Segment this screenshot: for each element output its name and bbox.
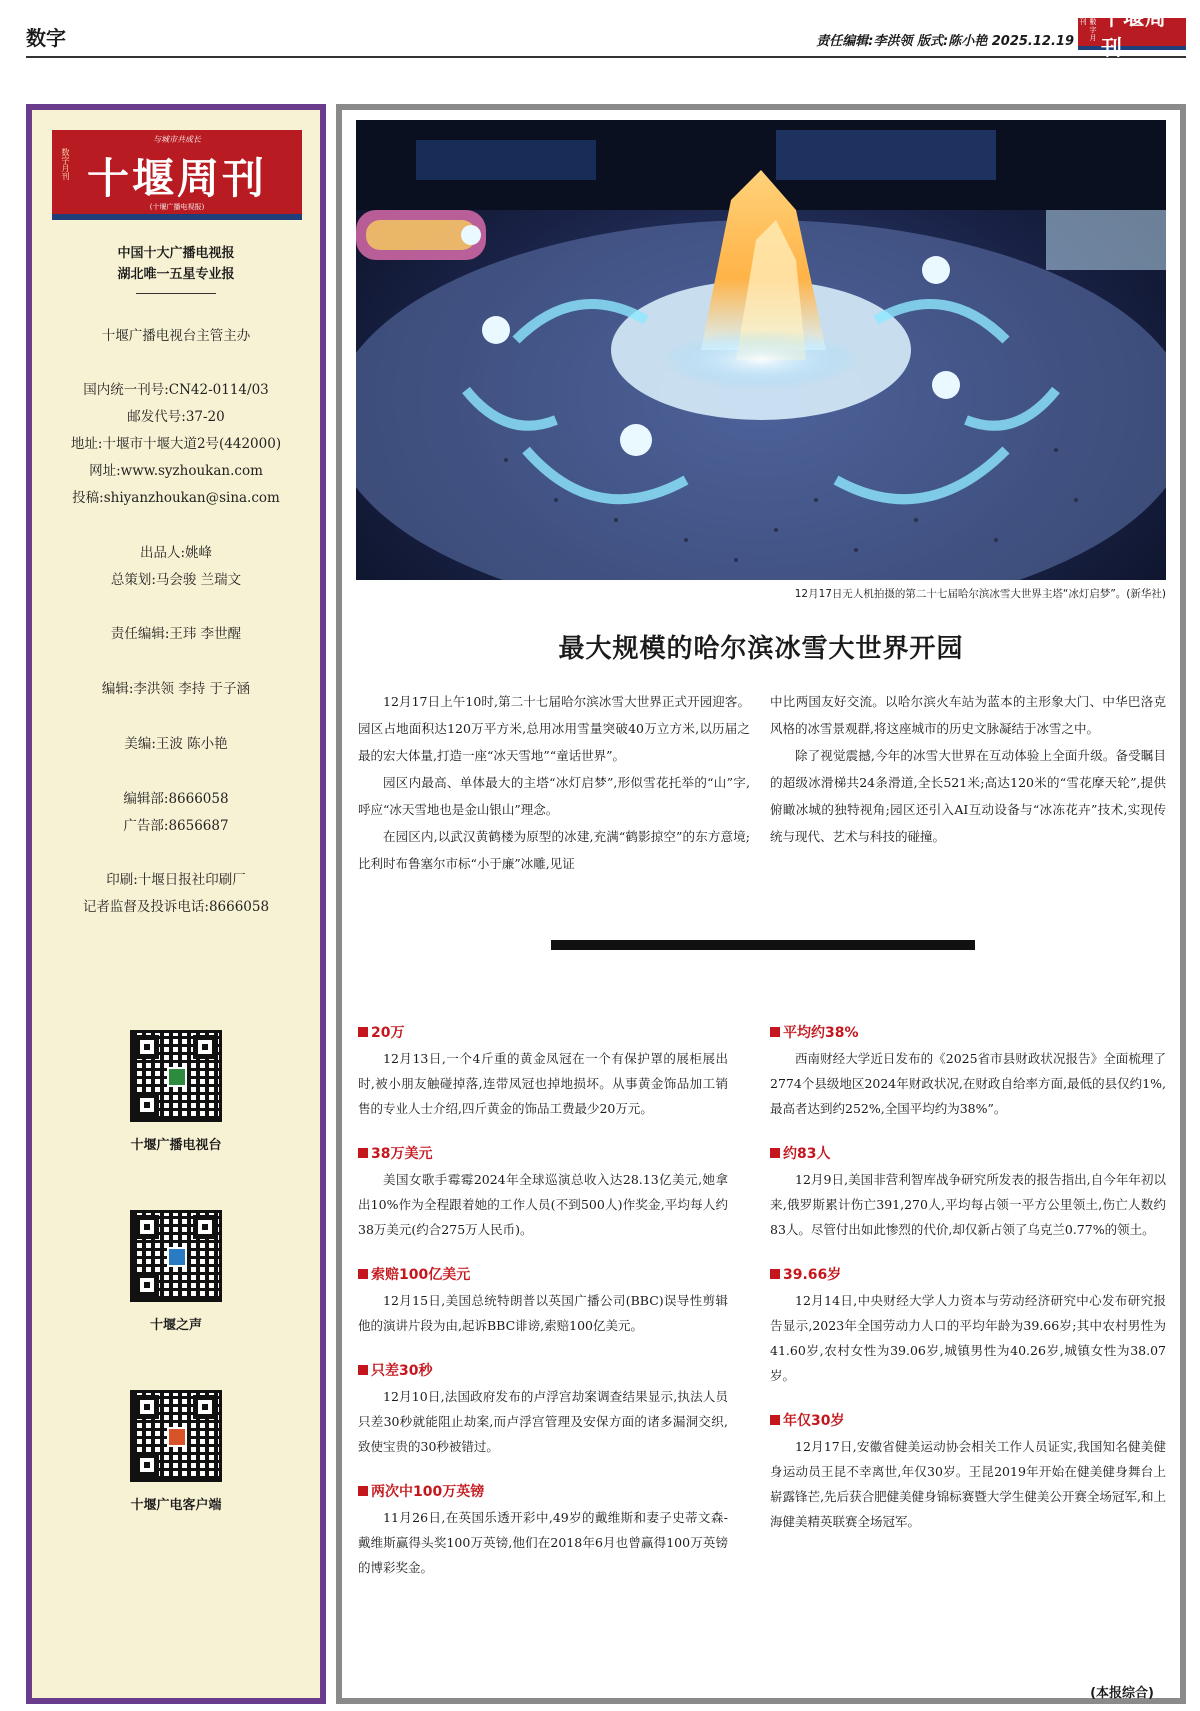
page-header <box>26 5 1186 60</box>
masthead-slogan: 与城市共成长 <box>153 135 201 144</box>
brief-head: 20万 <box>371 1025 405 1041</box>
section-divider <box>551 940 975 950</box>
brief-head: 索赔100亿美元 <box>371 1267 471 1283</box>
rank-line-1: 中国十大广播电视报 <box>117 246 235 261</box>
sponsor: 十堰广播电视台主管主办 <box>101 328 251 344</box>
photo-caption: 12月17日无人机拍摄的第二十七届哈尔滨冰雪大世界主塔“冰灯启梦”。(新华社) <box>794 588 1166 600</box>
art-editors: 美编:王波 陈小艳 <box>124 736 228 752</box>
chief-planner: 总策划:马会骏 兰瑞文 <box>110 572 242 588</box>
header-logo <box>1078 5 1186 60</box>
brief-body: 12月13日,一个4斤重的黄金凤冠在一个有保护罩的展柜展出时,被小朋友触碰掉落,连带凤冠也掉地损坏。从事黄金饰品加工销售的专业人士介绍,四斤黄金的饰品工费最少20万元。 <box>358 1051 728 1116</box>
brief-item <box>358 1481 728 1580</box>
masthead-subtitle: (十堰广播电视报) <box>149 203 205 211</box>
main-content <box>336 104 1186 1704</box>
brief-item <box>770 1022 1166 1121</box>
brief-item <box>770 1410 1166 1534</box>
qr-block-tv <box>32 1030 320 1153</box>
chief-editors: 责任编辑:王玮 李世醒 <box>110 626 242 642</box>
brief-body: 11月26日,在英国乐透开彩中,49岁的戴维斯和妻子史蒂文森-戴维斯赢得头奖100万英镑,他们在2018年6月也曾赢得100万英镑的博彩奖金。 <box>358 1510 728 1575</box>
printer: 印刷:十堰日报社印刷厂 <box>106 872 246 888</box>
ice-world-photo <box>356 120 1166 580</box>
briefs-column-right <box>770 1022 1166 1556</box>
article-column-right <box>770 688 1166 850</box>
headline: 最大规模的哈尔滨冰雪大世界开园 <box>558 634 964 664</box>
editor-info: 责任编辑:李洪领 版式:陈小艳 2025.12.19 <box>816 34 1074 49</box>
qr-code-icon[interactable] <box>130 1210 222 1302</box>
qr-block-app <box>32 1390 320 1513</box>
red-square-icon <box>358 1486 368 1496</box>
briefs-column-left <box>358 1022 728 1602</box>
red-square-icon <box>358 1148 368 1158</box>
masthead <box>52 130 302 220</box>
brief-item <box>358 1022 728 1121</box>
brief-head: 平均约38% <box>783 1025 859 1041</box>
editorial-phone: 编辑部:8666058 <box>123 791 229 807</box>
red-square-icon <box>770 1027 780 1037</box>
red-square-icon <box>770 1148 780 1158</box>
editors: 编辑:李洪领 李持 于子涵 <box>101 681 251 697</box>
red-square-icon <box>770 1269 780 1279</box>
publisher: 出品人:姚峰 <box>139 545 213 561</box>
brief-head: 39.66岁 <box>783 1267 842 1283</box>
cn-number: 国内统一刊号:CN42-0114/03 <box>83 382 269 398</box>
red-square-icon <box>358 1365 368 1375</box>
complaint-phone: 记者监督及投诉电话:8666058 <box>82 899 270 915</box>
brief-head: 约83人 <box>783 1146 831 1162</box>
brief-head: 38万美元 <box>371 1146 433 1162</box>
brief-item <box>358 1264 728 1338</box>
brief-body: 西南财经大学近日发布的《2025省市县财政状况报告》全面梳理了2774个县级地区2024年财政状况,在财政自给率方面,最低的县仅约1%,最高者达到约252%,全国平均约为38%”。 <box>770 1051 1166 1116</box>
rank-underline <box>136 293 216 294</box>
brief-item <box>770 1143 1166 1242</box>
qr-label: 十堰广电客户端 <box>130 1498 222 1513</box>
qr-code-icon[interactable] <box>130 1390 222 1482</box>
qr-label: 十堰广播电视台 <box>130 1138 222 1153</box>
masthead-title: 十堰周刊 <box>86 154 267 203</box>
brief-body: 12月14日,中央财经大学人力资本与劳动经济研究中心发布研究报告显示,2023年全国劳动力人口的平均年龄为39.66岁;其中农村男性为41.60岁,农村女性为39.06岁,城镇男性为40.26岁,城镇女性为38.07岁。 <box>770 1293 1166 1383</box>
brief-body: 12月15日,美国总统特朗普以英国广播公司(BBC)误导性剪辑他的演讲片段为由,起诉BBC诽谤,索赔100亿美元。 <box>358 1293 728 1333</box>
postal-code: 邮发代号:37-20 <box>127 409 225 425</box>
red-square-icon <box>358 1027 368 1037</box>
article-paragraph: 中比两国友好交流。以哈尔滨火车站为蓝本的主形象大门、中华巴洛克风格的冰雪景观群,将这座城市的历史文脉凝结于冰雪之中。 <box>770 694 1166 736</box>
article-column-left <box>358 688 750 877</box>
section-name: 数字 <box>26 26 66 50</box>
rank-line-2: 湖北唯一五星专业报 <box>117 267 235 282</box>
website: 网址:www.syzhoukan.com <box>89 463 263 479</box>
qr-code-icon[interactable] <box>130 1030 222 1122</box>
header-logo-side-text: 數字月刊 <box>1079 18 1097 42</box>
brief-head: 年仅30岁 <box>783 1413 845 1429</box>
brief-item <box>358 1360 728 1459</box>
article-paragraph: 在园区内,以武汉黄鹤楼为原型的冰建,充满“鹤影掠空”的东方意境;比利时布鲁塞尔市标“小于廉”冰雕,见证 <box>358 829 750 871</box>
brief-head: 只差30秒 <box>371 1363 433 1379</box>
source-note: (本报综合) <box>1090 1686 1154 1701</box>
article-paragraph: 除了视觉震撼,今年的冰雪大世界在互动体验上全面升级。备受瞩目的超级冰滑梯共24条滑道,全长521米;高达120米的“雪花摩天轮”,提供俯瞰冰城的独特视角;园区还引入AI互动设备与“冰冻花卉”技术,实现传统与现代、艺术与科技的碰撞。 <box>770 748 1166 844</box>
email: 投稿:shiyanzhoukan@sina.com <box>72 490 280 506</box>
masthead-vertical-text: 数字月刊 <box>61 148 70 180</box>
red-square-icon <box>358 1269 368 1279</box>
brief-item <box>358 1143 728 1242</box>
qr-label: 十堰之声 <box>149 1318 202 1333</box>
ice-world-illustration <box>356 120 1166 580</box>
red-square-icon <box>770 1415 780 1425</box>
article-paragraph: 园区内最高、单体最大的主塔“冰灯启梦”,形似雪花托举的“山”字,呼应“冰天雪地也是金山银山”理念。 <box>358 775 750 817</box>
header-logo-text: 十堰周刊 <box>1101 5 1167 60</box>
brief-body: 12月10日,法国政府发布的卢浮宫劫案调查结果显示,执法人员只差30秒就能阻止劫案,而卢浮宫管理及安保方面的诸多漏洞交织,致使宝贵的30秒被错过。 <box>358 1389 728 1454</box>
article-paragraph: 12月17日上午10时,第二十七届哈尔滨冰雪大世界正式开园迎客。园区占地面积达120万平方米,总用冰用雪量突破40万立方米,以历届之最的宏大体量,打造一座“冰天雪地”“童话世界”。 <box>358 694 750 763</box>
ad-phone: 广告部:8656687 <box>123 818 229 834</box>
brief-head: 两次中100万英镑 <box>371 1484 485 1500</box>
brief-body: 美国女歌手霉霉2024年全球巡演总收入达28.13亿美元,她拿出10%作为全程跟着她的工作人员(不到500人)作奖金,平均每人约38万美元(约合275万人民币)。 <box>358 1172 728 1237</box>
brief-item <box>770 1264 1166 1388</box>
sidebar <box>26 104 326 1704</box>
brief-body: 12月9日,美国非营利智库战争研究所发表的报告指出,自今年年初以来,俄罗斯累计伤亡391,270人,平均每占领一平方公里领土,伤亡人数约83人。尽管付出如此惨烈的代价,却仅新占领了乌克兰0.77%的领土。 <box>770 1172 1166 1237</box>
address: 地址:十堰市十堰大道2号(442000) <box>70 436 282 452</box>
qr-block-voice <box>32 1210 320 1333</box>
brief-body: 12月17日,安徽省健美运动协会相关工作人员证实,我国知名健美健身运动员王昆不幸离世,年仅30岁。王昆2019年开始在健美健身舞台上崭露锋芒,先后获合肥健美健身锦标赛暨大学生健美公开赛全场冠军,和上海健美精英联赛全场冠军。 <box>770 1439 1166 1529</box>
